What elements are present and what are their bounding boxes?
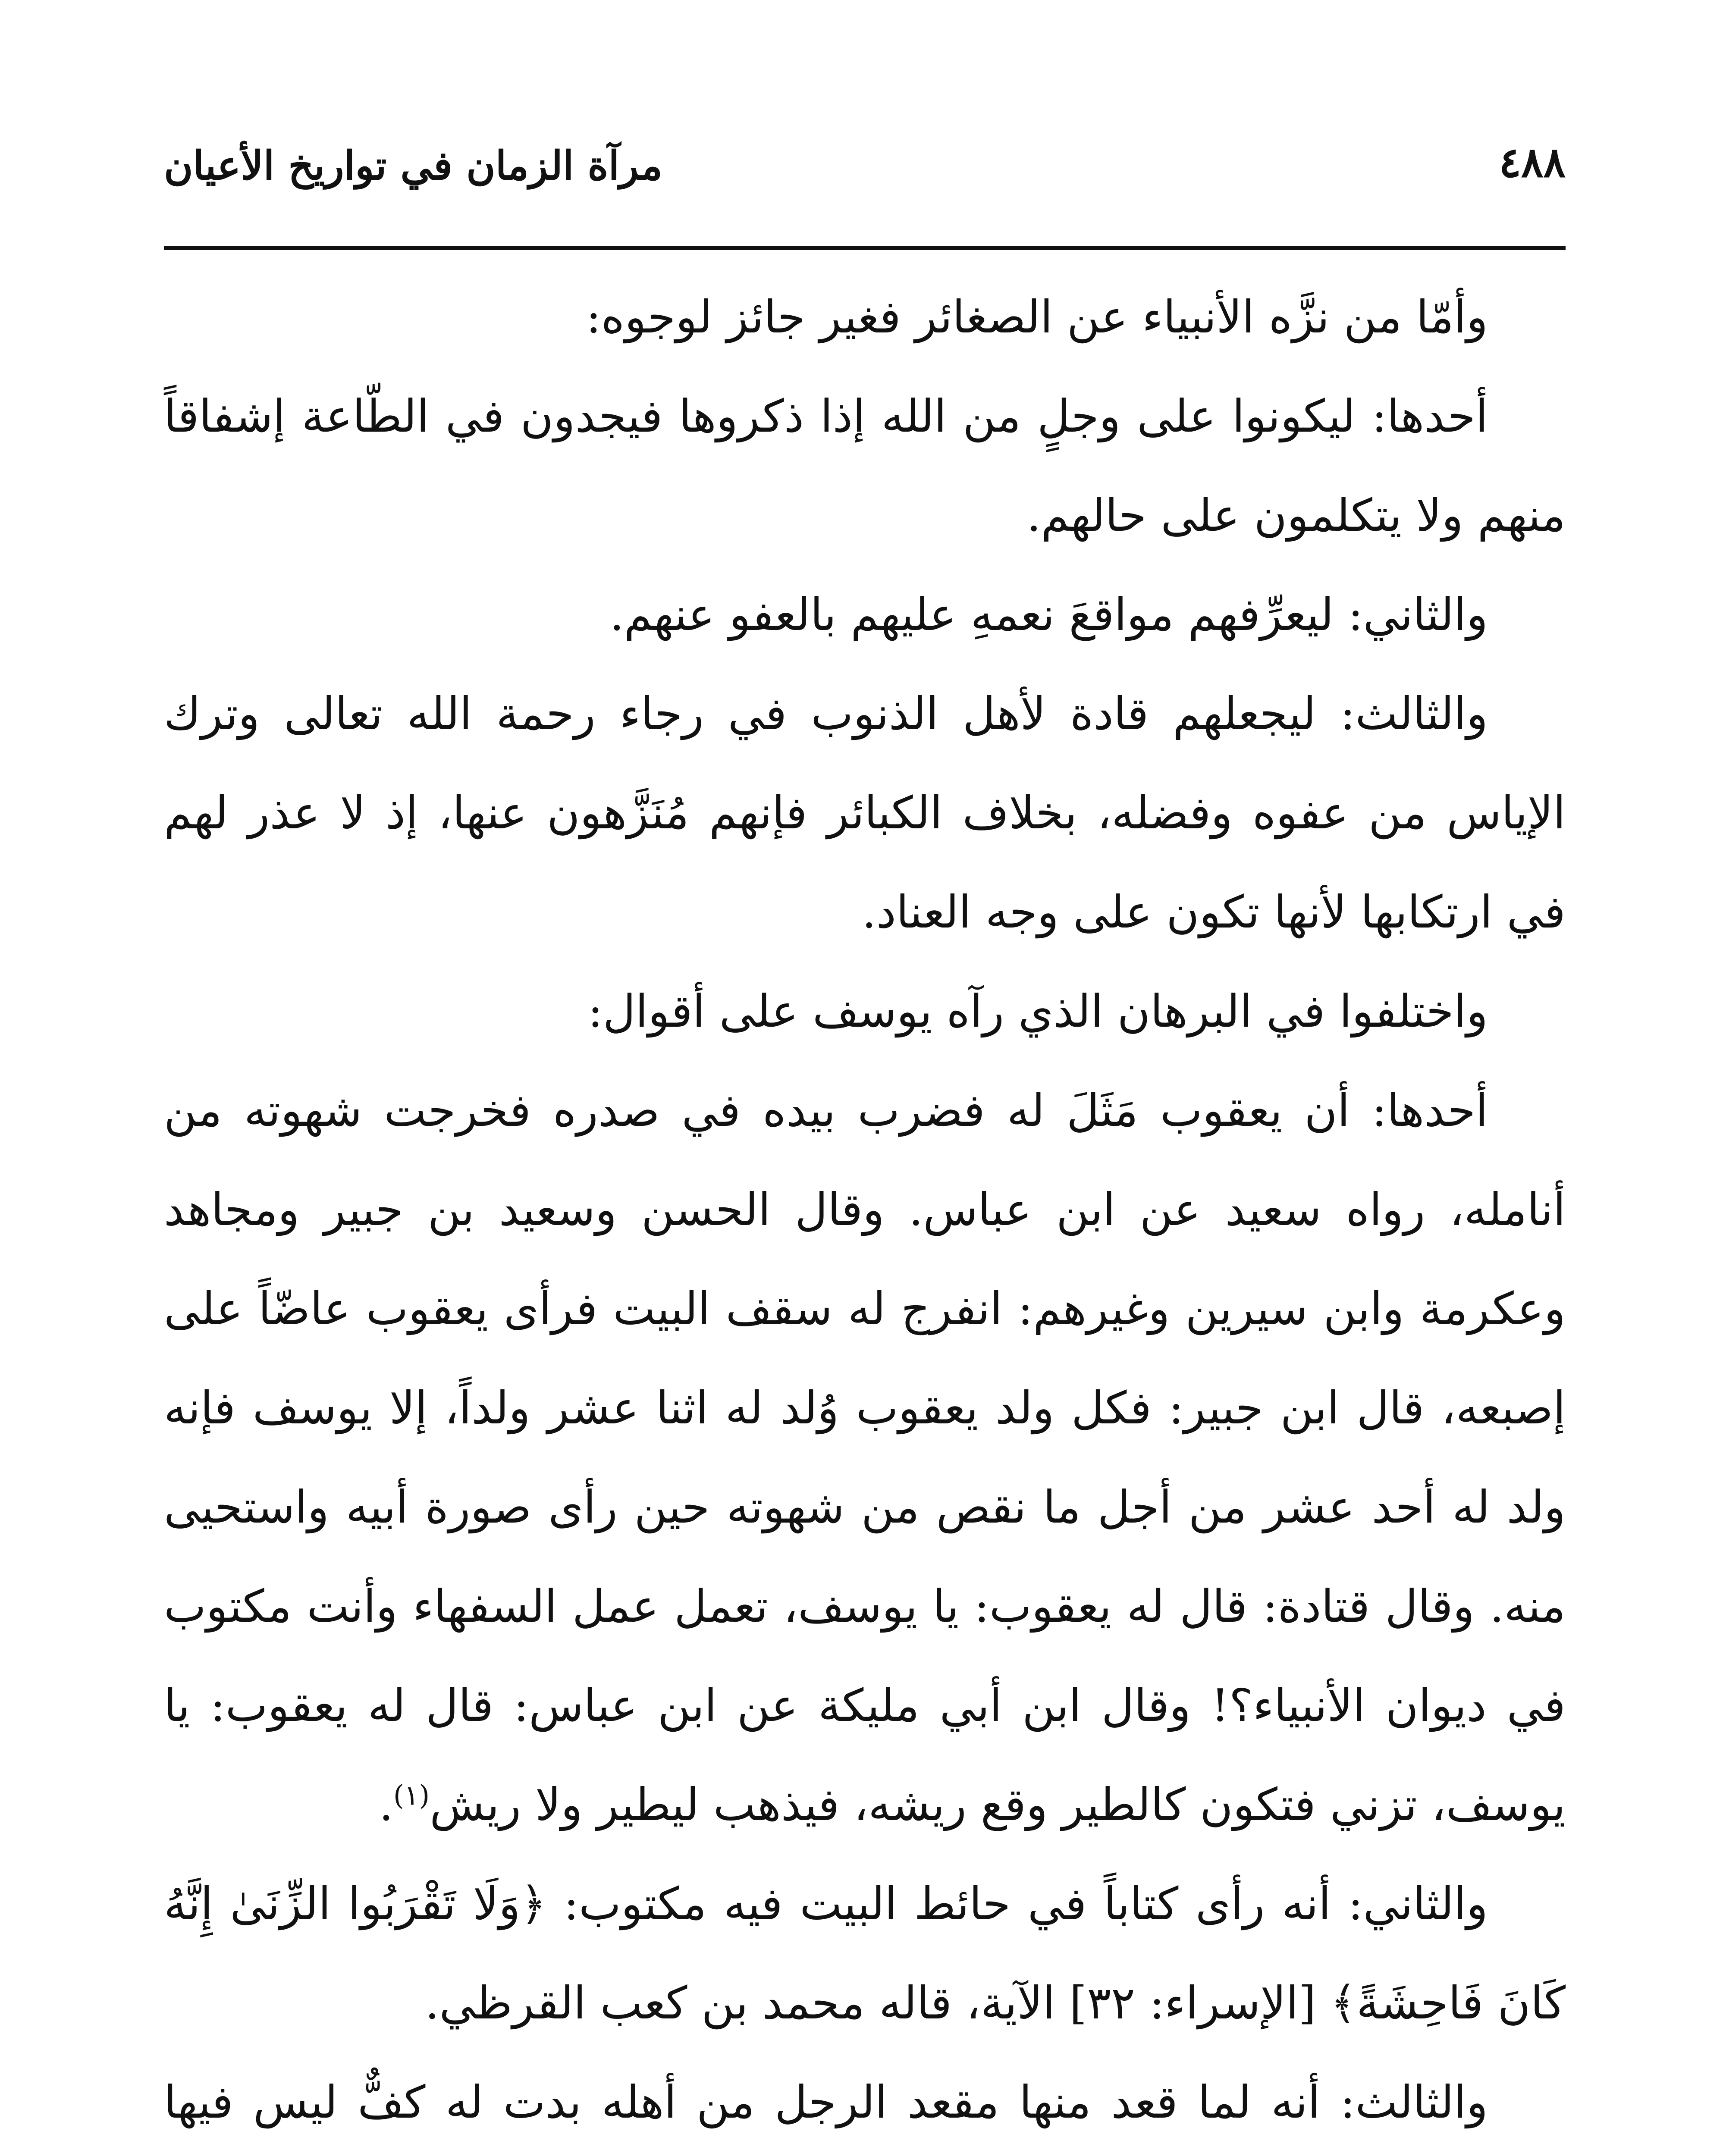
paragraph-8: والثالث: أنه لما قعد منها مقعد الرجل من أهله بدت له كفٌّ ليس فيها xyxy=(164,2076,1488,2128)
paragraph-5: واختلفوا في البرهان الذي رآه يوسف على أقوال: xyxy=(587,985,1488,1037)
paragraph-4: والثالث: ليجعلهم قادة لأهل الذنوب في رجاء رحمة الله تعالى وترك الإياس من عفوه وفضله، بخلاف الكبائر فإنهم مُنَزَّهون عنها، إذ لا عذر لهم في ارتكابها لأنها تكون على وجه العناد. xyxy=(164,687,1566,938)
paragraph-7: والثاني: أنه رأى كتاباً في حائط البيت فيه مكتوب: ﴿وَلَا تَقْرَبُوا الزِّنَىٰ إِنَّهُ كَانَ فَاحِشَةً﴾ [الإسراء: ٣٢] الآية، قاله محمد بن كعب القرظي. xyxy=(164,1877,1566,2029)
page-header xyxy=(164,129,1566,250)
paragraph-1: وأمّا من نزَّه الأنبياء عن الصغائر فغير جائز لوجوه: xyxy=(586,291,1488,343)
running-title: مرآة الزمان في تواريخ الأعيان xyxy=(164,142,663,189)
footnote-reference: (١) xyxy=(393,1780,430,1812)
paragraph-6 xyxy=(164,1061,1566,1854)
paragraph-6-text: أحدها: أن يعقوب مَثَلَ له فضرب بيده في صدره فخرجت شهوته من أنامله، رواه سعيد عن ابن عباس. وقال الحسن وسعيد بن جبير ومجاهد وعكرمة وابن سيرين وغيرهم: انفرج له سقف البيت فرأى يعقوب عاضّاً على إصبعه، قال ابن جبير: فكل ولد يعقوب وُلد له اثنا عشر ولداً، إلا يوسف فإنه ولد له أحد عشر من أجل ما نقص من شهوته حين رأى صورة أبيه واستحيى منه. وقال قتادة: قال له يعقوب: يا يوسف، تعمل عمل السفهاء وأنت مكتوب في ديوان الأنبياء؟! وقال ابن أبي مليكة عن ابن عباس: قال له يعقوب: يا يوسف، تزني فتكون كالطير وقع ريشه، فيذهب ليطير ولا ريش xyxy=(164,1084,1566,1831)
main-text xyxy=(164,267,1566,2156)
header-rule xyxy=(164,246,1566,250)
paragraph-6-end: . xyxy=(379,1778,393,1831)
paragraph-3: والثاني: ليعرِّفهم مواقعَ نعمهِ عليهم بالعفو عنهم. xyxy=(609,588,1488,641)
paragraph-2: أحدها: ليكونوا على وجلٍ من الله إذا ذكروها فيجدون في الطّاعة إشفاقاً منهم ولا يتكلمون على حالهم. xyxy=(164,390,1566,542)
page-number: ٤٨٨ xyxy=(1499,138,1566,187)
